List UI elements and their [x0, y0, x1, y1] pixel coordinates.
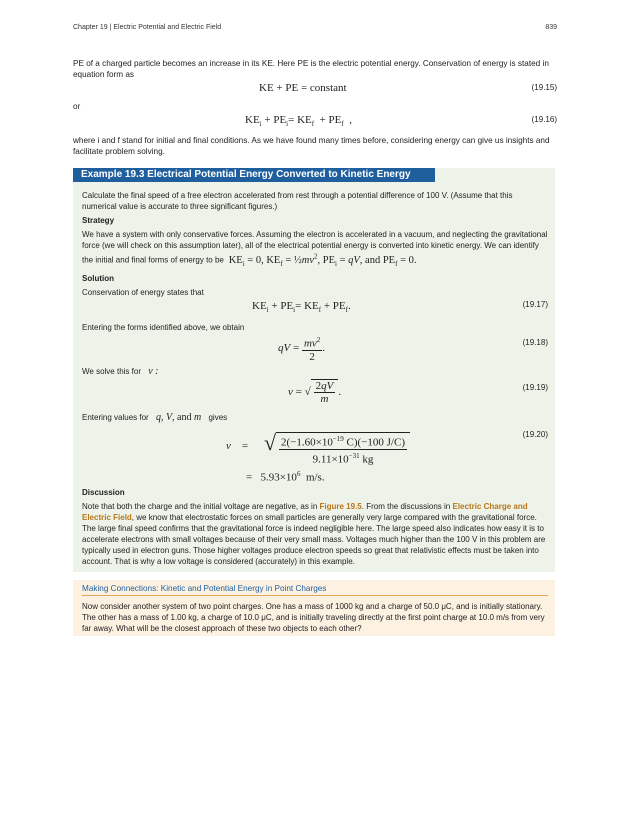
equation-number: (19.18): [522, 338, 548, 347]
solution-text-4: [82, 412, 548, 423]
equation-number: (19.19): [522, 383, 548, 392]
equation-text: v = √ $\frac{2qV}{m}$ .: [288, 380, 342, 405]
electric-charge-link[interactable]: Electric Charge and Electric Field: [82, 502, 528, 522]
equation-number: (19.20): [522, 430, 548, 439]
v-symbol: v =: [226, 440, 249, 452]
equation-number: (19.17): [522, 300, 548, 309]
equation-text: qV = $\frac{mv^2}{2}$ .: [278, 336, 326, 363]
solution-text-1: Conservation of energy states that: [82, 288, 204, 297]
figure-19-5-link[interactable]: Figure 19.5: [319, 502, 362, 511]
equation-19-20: [82, 430, 548, 484]
radical-sign: √: [264, 430, 277, 455]
intro-paragraph: PE of a charged particle becomes an increase in its KE. Here PE is the electric potential energy. Conservation of energy is stated in equation form as: [73, 59, 549, 79]
discussion-part-b: . From the discussions in: [361, 502, 451, 511]
discussion-heading: Discussion: [82, 488, 125, 497]
solution-text-2: Entering the forms identified above, we obtain: [82, 323, 245, 332]
result-line: = $5.93\times 10^6$ m/s.: [246, 470, 325, 484]
result-unit: m/s.: [305, 471, 325, 484]
variables: q, V, and m: [155, 412, 202, 423]
equation-19-15: [73, 82, 557, 98]
equation-text: KE + PE = constant: [259, 82, 347, 94]
equation-number: (19.15): [531, 83, 557, 92]
intro-paragraph-2: where i and f stand for initial and final conditions. As we have found many times before, considering energy can give us insights and facilitate problem solving.: [73, 136, 550, 156]
chapter-title: Chapter 19 | Electric Potential and Electric Field: [73, 24, 222, 31]
solution-text-3-body: We solve this for: [82, 367, 141, 376]
solution-text-4-tail: gives: [208, 413, 228, 422]
equation-text: $KE_i + PE_i= KE_f + PE_f$ ,: [245, 114, 352, 129]
solution-heading: Solution: [82, 274, 114, 283]
solution-text-4-body: Entering values for: [82, 413, 149, 422]
result-exponent: 6: [296, 470, 301, 478]
discussion-part-a: Note that both the charge and the initial voltage are negative, as in: [82, 502, 318, 511]
example-title: Example 19.3 Electrical Potential Energy Converted to Kinetic Energy: [73, 168, 435, 182]
strategy-body: We have a system with only conservative forces. Assuming the electron is accelerated in a vacuum, and neglecting the gravitational force (we will check on this assumption later), all of the electrical potential energy is converted into kinetic energy. We can identify the initial and final forms of energy to be: [82, 230, 548, 265]
equation-text: $KE_i + PE_i= KE_f + PE_f$.: [252, 300, 351, 315]
page-number: 839: [545, 24, 557, 31]
making-connections-title: Making Connections: Kinetic and Potential Energy in Point Charges: [82, 584, 548, 596]
result-value: 5.93×10: [260, 471, 297, 484]
variable-v: v :: [143, 366, 159, 377]
making-connections-text: Now consider another system of two point charges. One has a mass of 1000 kg and a charge of 50.0 μC, and is initially stationary. The other has a mass of 1.00 kg, a charge of 10.0 μC, and is initially traveling directly at the first point charge at 10.0 m/s from very far away. What will be the closest approach of these two objects to each other?: [82, 602, 545, 633]
example-problem: Calculate the final speed of a free electron accelerated from rest through a potential difference of 100 V. (Assume that this numerical value is accurate to three significant figures.): [82, 191, 513, 211]
radicand: $\frac{2(-1.60\times 10^{-19} C)(-100 J/C)}{9.11\times 10^{-31} kg}$: [276, 432, 410, 465]
energy-forms: $KE_i = 0$, $KE_f$ = $\frac{1}{2}mv^2$, $PE_i$ = qV, and $PE_f = 0$.: [226, 252, 417, 268]
strategy-text: [82, 229, 548, 270]
equation-number: (19.16): [531, 115, 557, 124]
strategy-heading: Strategy: [82, 216, 115, 225]
page-header: [73, 24, 557, 31]
solution-text-3: [82, 366, 548, 377]
discussion-text: [82, 501, 548, 567]
or-text: or: [73, 102, 81, 111]
equation-19-16: [73, 114, 557, 130]
discussion-part-c: , we know that electrostatic forces on small particles are generally very large compared with the gravitational force. The large final speed confirms that the gravitational force is indeed negligible here. The large speed also indicates how easy it is to accelerate electrons with small voltages because of their very small mass. Voltages much higher than the 100 V in this problem are typically used in electron guns. Those higher voltages produce electron speeds so great that relativistic effects must be taken into account. That is why a low voltage is considered (accurately) in this example.: [82, 513, 546, 566]
